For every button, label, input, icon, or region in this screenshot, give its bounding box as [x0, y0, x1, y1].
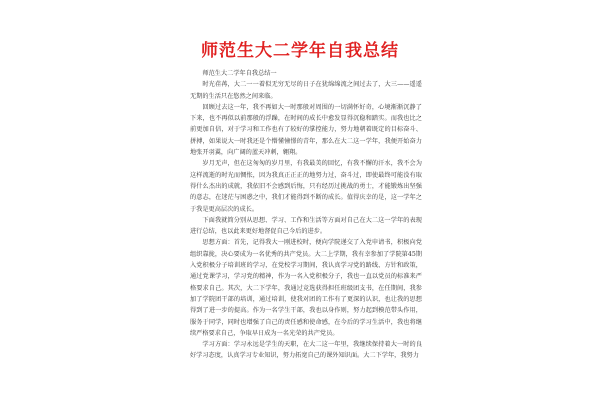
paragraph: 回顾过去这一年，我不再如大一时那般对周围的一切满怀好奇，心境渐渐沉静了下来，也不再似以前那般的浮躁，在时间的成长中愈发显得沉稳和踏实。而我也比之前更加自信，对于学习和工作也有了较好的掌控能力，努力地朝着既定的目标奋斗、拼搏，如果说大一时我还是个懵懂憧憬的青年，那么在大二这一学年，我便开始奋力地张开羽翼，向广阔的蓝天冲刺，翱翔。	[190, 103, 422, 157]
document-title: 师范生大二学年自我总结	[201, 41, 399, 61]
document-body	[190, 68, 422, 398]
paragraph: 时光荏苒，大二一一着似无穷无尽的日子在犹绵绵流之间过去了，大三——遥遥无期的生活只在悠然之间来临。	[190, 81, 422, 100]
paragraph: 岁月无声，但在这匆匆的岁月里，有我最美的回忆，有我不懈的汗水，我不会为这样流逝的时光而惆怅，因为我真正正正的地努力过，奋斗过，即使最终可能没有取得什么杰出的成就，我依旧不会感到后悔，只有经历过挑战的勇士，才能锻炼出坚强的意志，在迷茫与困惑之中，我们才能得到不断的成长。值得庆幸的是，这一学年之于我是更高层次的成长。	[190, 160, 422, 213]
paragraph-subtitle: 师范生大二学年自我总结一	[202, 70, 277, 77]
paragraph: 学习方面：学习永远是学生的天职，在大二这一年里，我继续保持着大一时的良好学习态度，认真学习专业知识，努力拓宽自己的课外知识面。大二下学年，我努力	[190, 341, 422, 360]
paragraph: 思想方面：首先，记得我大一刚进校时，便向学院递交了入党申请书，积极向党组织靠拢，决心要成为一名优秀的共产党员。大二上学期，我有幸参加了学院第45期入党积极分子培训班的学习，在党校学习期间，我认真学习党的路线、方针和政策，通过党课学习，学习党的精神，作为一名入党积极分子，我也一直以党员的标准来严格要求自己。其次，大二下学年，我通过竞选获得担任班级团支书，在任期间，我参加了学院团干部的培训，通过培训，使我对团的工作有了更深的认识，也让我的思想得到了进一步的提高。作为一名学生干部，我也以身作则，努力起到模范带头作用，服务于同学，同时也增强了自己的责任感和使命感，在今后的学习生活中，我也将继续严格要求自己，争取早日成为一名光荣的共产党员。	[190, 239, 422, 337]
paragraph: 下面我就简分别从思想、学习、工作和生活等方面对自己在大二这一学年的表现进行总结，也以此来更好地督促自己今后的进步。	[190, 216, 422, 236]
